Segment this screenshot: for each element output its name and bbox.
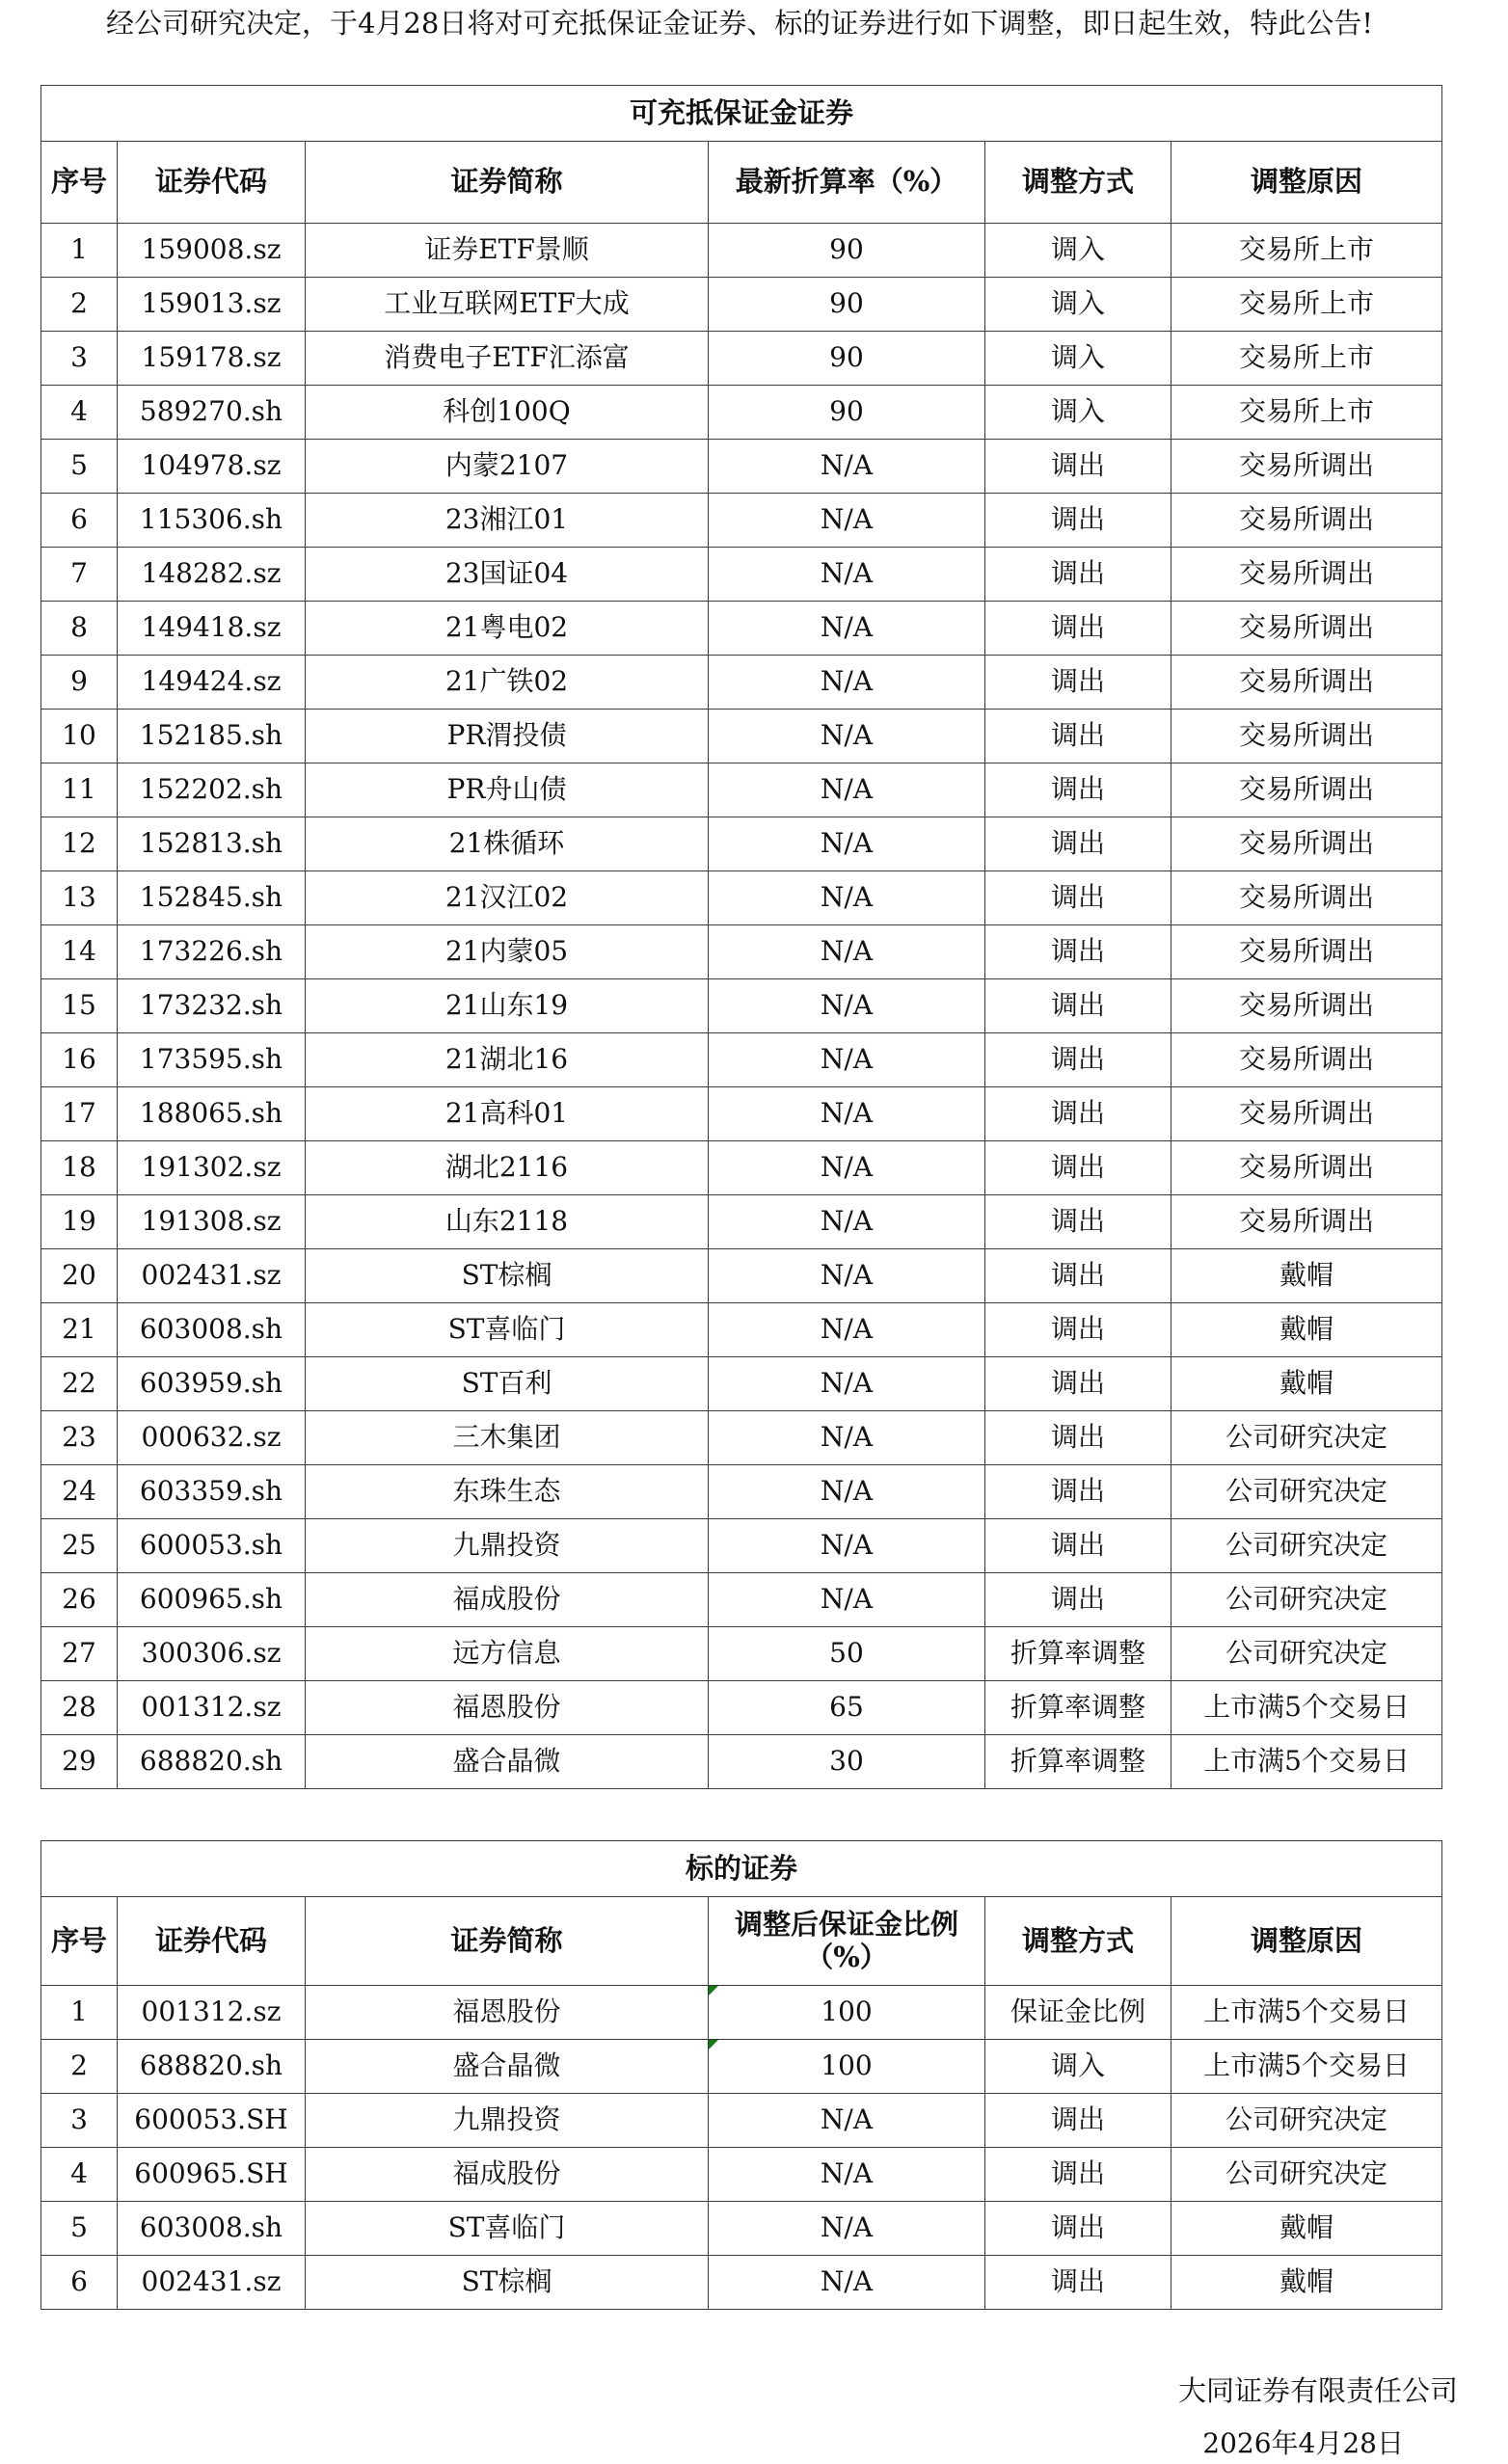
table-row xyxy=(41,1465,1442,1519)
cell-code: 600053.SH xyxy=(118,2094,306,2148)
cell-method: 折算率调整 xyxy=(985,1681,1171,1735)
cell-reason: 上市满5个交易日 xyxy=(1171,2040,1442,2094)
cell-name: 21广铁02 xyxy=(306,656,709,710)
cell-name: 山东2118 xyxy=(306,1195,709,1249)
cell-index: 19 xyxy=(41,1195,118,1249)
cell-value: N/A xyxy=(709,763,985,817)
cell-reason: 交易所调出 xyxy=(1171,1195,1442,1249)
cell-code: 002431.sz xyxy=(118,1249,306,1303)
cell-value: 30 xyxy=(709,1735,985,1789)
table-row xyxy=(41,548,1442,602)
cell-reason: 交易所上市 xyxy=(1171,224,1442,278)
cell-code: 603959.sh xyxy=(118,1357,306,1411)
cell-value: 100 xyxy=(709,1986,985,2040)
cell-value: N/A xyxy=(709,1519,985,1573)
cell-reason: 公司研究决定 xyxy=(1171,1411,1442,1465)
table-row xyxy=(41,2148,1442,2202)
cell-index: 6 xyxy=(41,494,118,548)
table-row xyxy=(41,710,1442,763)
cell-code: 149424.sz xyxy=(118,656,306,710)
cell-reason: 公司研究决定 xyxy=(1171,1519,1442,1573)
cell-value: N/A xyxy=(709,2256,985,2310)
cell-method: 调出 xyxy=(985,1249,1171,1303)
cell-method: 调出 xyxy=(985,1033,1171,1087)
cell-method: 调出 xyxy=(985,2202,1171,2256)
cell-reason: 交易所调出 xyxy=(1171,548,1442,602)
cell-value: N/A xyxy=(709,979,985,1033)
cell-method: 调出 xyxy=(985,1465,1171,1519)
cell-value: N/A xyxy=(709,1249,985,1303)
table-row xyxy=(41,1573,1442,1627)
cell-value: N/A xyxy=(709,2202,985,2256)
header-method: 调整方式 xyxy=(985,142,1171,224)
cell-method: 调出 xyxy=(985,1303,1171,1357)
cell-name: ST喜临门 xyxy=(306,2202,709,2256)
table-row xyxy=(41,1249,1442,1303)
header-index: 序号 xyxy=(41,1897,118,1986)
cell-method: 调出 xyxy=(985,1141,1171,1195)
cell-name: 23湘江01 xyxy=(306,494,709,548)
cell-index: 15 xyxy=(41,979,118,1033)
cell-reason: 公司研究决定 xyxy=(1171,1465,1442,1519)
cell-name: 科创100Q xyxy=(306,386,709,440)
cell-reason: 交易所调出 xyxy=(1171,979,1442,1033)
cell-reason: 戴帽 xyxy=(1171,2256,1442,2310)
cell-method: 调出 xyxy=(985,494,1171,548)
cell-value: N/A xyxy=(709,1141,985,1195)
cell-index: 26 xyxy=(41,1573,118,1627)
cell-name: 盛合晶微 xyxy=(306,1735,709,1789)
cell-reason: 上市满5个交易日 xyxy=(1171,1986,1442,2040)
cell-name: 福恩股份 xyxy=(306,1986,709,2040)
cell-reason: 交易所调出 xyxy=(1171,440,1442,494)
cell-index: 4 xyxy=(41,386,118,440)
cell-name: 福成股份 xyxy=(306,1573,709,1627)
table-header-row xyxy=(41,142,1442,224)
cell-name: 九鼎投资 xyxy=(306,2094,709,2148)
cell-method: 调出 xyxy=(985,1411,1171,1465)
cell-name: 21粤电02 xyxy=(306,602,709,656)
announcement-intro: 经公司研究决定，于4月28日将对可充抵保证金证券、标的证券进行如下调整，即日起生效，特此公告! xyxy=(105,7,1373,40)
cell-index: 2 xyxy=(41,2040,118,2094)
header-margin-ratio: 调整后保证金比例（%） xyxy=(709,1897,985,1986)
cell-name: 湖北2116 xyxy=(306,1141,709,1195)
underlying-securities-table xyxy=(40,1840,1442,2310)
cell-method: 调出 xyxy=(985,1573,1171,1627)
cell-index: 11 xyxy=(41,763,118,817)
cell-name: 21高科01 xyxy=(306,1087,709,1141)
cell-value: 90 xyxy=(709,386,985,440)
table-row xyxy=(41,925,1442,979)
cell-method: 调出 xyxy=(985,1087,1171,1141)
table-row xyxy=(41,1141,1442,1195)
cell-name: 23国证04 xyxy=(306,548,709,602)
cell-method: 调出 xyxy=(985,871,1171,925)
cell-reason: 交易所上市 xyxy=(1171,386,1442,440)
header-name: 证券简称 xyxy=(306,142,709,224)
cell-index: 9 xyxy=(41,656,118,710)
header-rate: 最新折算率（%） xyxy=(709,142,985,224)
table-row xyxy=(41,763,1442,817)
cell-code: 148282.sz xyxy=(118,548,306,602)
cell-code: 115306.sh xyxy=(118,494,306,548)
table-row xyxy=(41,2094,1442,2148)
table-title: 标的证券 xyxy=(41,1841,1442,1897)
header-method: 调整方式 xyxy=(985,1897,1171,1986)
table-row xyxy=(41,386,1442,440)
cell-method: 调出 xyxy=(985,763,1171,817)
cell-index: 21 xyxy=(41,1303,118,1357)
cell-reason: 交易所上市 xyxy=(1171,278,1442,332)
cell-value: N/A xyxy=(709,2094,985,2148)
cell-code: 603008.sh xyxy=(118,2202,306,2256)
cell-value: 65 xyxy=(709,1681,985,1735)
cell-method: 调出 xyxy=(985,2256,1171,2310)
cell-value: N/A xyxy=(709,602,985,656)
cell-value: N/A xyxy=(709,548,985,602)
cell-value: N/A xyxy=(709,1303,985,1357)
table-row xyxy=(41,494,1442,548)
cell-index: 27 xyxy=(41,1627,118,1681)
table-row xyxy=(41,1519,1442,1573)
cell-reason: 上市满5个交易日 xyxy=(1171,1735,1442,1789)
company-name: 大同证券有限责任公司 xyxy=(1177,2374,1458,2407)
collateral-securities-table xyxy=(40,85,1442,1789)
cell-code: 001312.sz xyxy=(118,1986,306,2040)
cell-index: 17 xyxy=(41,1087,118,1141)
cell-index: 10 xyxy=(41,710,118,763)
cell-method: 调入 xyxy=(985,332,1171,386)
cell-name: ST棕榈 xyxy=(306,1249,709,1303)
cell-value: N/A xyxy=(709,817,985,871)
cell-index: 3 xyxy=(41,2094,118,2148)
cell-reason: 交易所调出 xyxy=(1171,710,1442,763)
cell-value: N/A xyxy=(709,440,985,494)
cell-method: 调出 xyxy=(985,1519,1171,1573)
cell-name: ST百利 xyxy=(306,1357,709,1411)
cell-reason: 公司研究决定 xyxy=(1171,2094,1442,2148)
table-row xyxy=(41,2202,1442,2256)
table-row xyxy=(41,440,1442,494)
cell-name: 福成股份 xyxy=(306,2148,709,2202)
cell-code: 688820.sh xyxy=(118,2040,306,2094)
cell-index: 8 xyxy=(41,602,118,656)
cell-method: 调入 xyxy=(985,224,1171,278)
cell-code: 159008.sz xyxy=(118,224,306,278)
table-row xyxy=(41,1357,1442,1411)
table-row xyxy=(41,1303,1442,1357)
cell-value: N/A xyxy=(709,1033,985,1087)
cell-reason: 戴帽 xyxy=(1171,1303,1442,1357)
cell-index: 13 xyxy=(41,871,118,925)
cell-code: 173595.sh xyxy=(118,1033,306,1087)
cell-index: 2 xyxy=(41,278,118,332)
cell-name: 消费电子ETF汇添富 xyxy=(306,332,709,386)
cell-code: 688820.sh xyxy=(118,1735,306,1789)
cell-value: N/A xyxy=(709,710,985,763)
cell-name: 远方信息 xyxy=(306,1627,709,1681)
cell-reason: 戴帽 xyxy=(1171,1249,1442,1303)
cell-method: 调出 xyxy=(985,925,1171,979)
cell-code: 002431.sz xyxy=(118,2256,306,2310)
table-row xyxy=(41,1033,1442,1087)
cell-method: 调出 xyxy=(985,979,1171,1033)
cell-code: 152202.sh xyxy=(118,763,306,817)
cell-value: N/A xyxy=(709,494,985,548)
cell-code: 001312.sz xyxy=(118,1681,306,1735)
table-row xyxy=(41,1681,1442,1735)
cell-index: 14 xyxy=(41,925,118,979)
cell-index: 7 xyxy=(41,548,118,602)
cell-value: N/A xyxy=(709,925,985,979)
cell-reason: 交易所调出 xyxy=(1171,1141,1442,1195)
announcement-date: 2026年4月28日 xyxy=(1202,2427,1404,2459)
cell-value: N/A xyxy=(709,1357,985,1411)
cell-reason: 交易所调出 xyxy=(1171,871,1442,925)
cell-reason: 公司研究决定 xyxy=(1171,2148,1442,2202)
cell-method: 调出 xyxy=(985,602,1171,656)
table-row xyxy=(41,817,1442,871)
cell-index: 12 xyxy=(41,817,118,871)
cell-name: 东珠生态 xyxy=(306,1465,709,1519)
cell-reason: 公司研究决定 xyxy=(1171,1573,1442,1627)
cell-index: 5 xyxy=(41,440,118,494)
cell-method: 调出 xyxy=(985,1357,1171,1411)
cell-index: 20 xyxy=(41,1249,118,1303)
cell-value: N/A xyxy=(709,1087,985,1141)
cell-value: N/A xyxy=(709,1573,985,1627)
cell-method: 调出 xyxy=(985,440,1171,494)
cell-method: 调入 xyxy=(985,278,1171,332)
cell-method: 调出 xyxy=(985,2148,1171,2202)
cell-value: 50 xyxy=(709,1627,985,1681)
cell-code: 188065.sh xyxy=(118,1087,306,1141)
cell-name: 21株循环 xyxy=(306,817,709,871)
cell-index: 25 xyxy=(41,1519,118,1573)
header-name: 证券简称 xyxy=(306,1897,709,1986)
cell-index: 28 xyxy=(41,1681,118,1735)
cell-method: 折算率调整 xyxy=(985,1735,1171,1789)
cell-method: 调出 xyxy=(985,1195,1171,1249)
cell-code: 173226.sh xyxy=(118,925,306,979)
cell-method: 调出 xyxy=(985,548,1171,602)
cell-code: 152813.sh xyxy=(118,817,306,871)
cell-index: 22 xyxy=(41,1357,118,1411)
table-row xyxy=(41,602,1442,656)
cell-code: 104978.sz xyxy=(118,440,306,494)
cell-method: 调出 xyxy=(985,710,1171,763)
table-row xyxy=(41,332,1442,386)
header-code: 证券代码 xyxy=(118,142,306,224)
cell-reason: 交易所调出 xyxy=(1171,1087,1442,1141)
cell-reason: 交易所上市 xyxy=(1171,332,1442,386)
cell-value: 100 xyxy=(709,2040,985,2094)
cell-value: 90 xyxy=(709,278,985,332)
header-reason: 调整原因 xyxy=(1171,1897,1442,1986)
cell-reason: 交易所调出 xyxy=(1171,494,1442,548)
cell-method: 折算率调整 xyxy=(985,1627,1171,1681)
cell-code: 603359.sh xyxy=(118,1465,306,1519)
cell-value: N/A xyxy=(709,1411,985,1465)
cell-code: 600965.SH xyxy=(118,2148,306,2202)
cell-index: 6 xyxy=(41,2256,118,2310)
cell-reason: 交易所调出 xyxy=(1171,763,1442,817)
cell-method: 调入 xyxy=(985,386,1171,440)
cell-name: PR舟山债 xyxy=(306,763,709,817)
table-row xyxy=(41,1195,1442,1249)
cell-code: 600053.sh xyxy=(118,1519,306,1573)
table-row xyxy=(41,979,1442,1033)
table-header-row xyxy=(41,1897,1442,1986)
cell-code: 603008.sh xyxy=(118,1303,306,1357)
cell-name: 内蒙2107 xyxy=(306,440,709,494)
cell-index: 4 xyxy=(41,2148,118,2202)
table-row xyxy=(41,278,1442,332)
table-row xyxy=(41,1627,1442,1681)
cell-name: ST棕榈 xyxy=(306,2256,709,2310)
cell-method: 调入 xyxy=(985,2040,1171,2094)
table-row xyxy=(41,1735,1442,1789)
table-row xyxy=(41,656,1442,710)
cell-value: 90 xyxy=(709,224,985,278)
header-index: 序号 xyxy=(41,142,118,224)
cell-reason: 交易所调出 xyxy=(1171,602,1442,656)
cell-value: N/A xyxy=(709,2148,985,2202)
cell-reason: 交易所调出 xyxy=(1171,925,1442,979)
table-row xyxy=(41,1986,1442,2040)
cell-name: 21山东19 xyxy=(306,979,709,1033)
cell-name: 九鼎投资 xyxy=(306,1519,709,1573)
cell-code: 152185.sh xyxy=(118,710,306,763)
cell-index: 18 xyxy=(41,1141,118,1195)
cell-code: 589270.sh xyxy=(118,386,306,440)
cell-index: 29 xyxy=(41,1735,118,1789)
cell-method: 调出 xyxy=(985,817,1171,871)
cell-code: 600965.sh xyxy=(118,1573,306,1627)
table-row xyxy=(41,871,1442,925)
cell-value: N/A xyxy=(709,1465,985,1519)
cell-reason: 戴帽 xyxy=(1171,1357,1442,1411)
cell-index: 23 xyxy=(41,1411,118,1465)
cell-code: 191308.sz xyxy=(118,1195,306,1249)
cell-reason: 戴帽 xyxy=(1171,2202,1442,2256)
cell-reason: 交易所调出 xyxy=(1171,817,1442,871)
cell-index: 5 xyxy=(41,2202,118,2256)
cell-name: 三木集团 xyxy=(306,1411,709,1465)
cell-name: 证券ETF景顺 xyxy=(306,224,709,278)
cell-method: 保证金比例 xyxy=(985,1986,1171,2040)
header-code: 证券代码 xyxy=(118,1897,306,1986)
cell-name: 21汉江02 xyxy=(306,871,709,925)
cell-name: 21内蒙05 xyxy=(306,925,709,979)
cell-name: ST喜临门 xyxy=(306,1303,709,1357)
header-reason: 调整原因 xyxy=(1171,142,1442,224)
cell-index: 3 xyxy=(41,332,118,386)
cell-code: 152845.sh xyxy=(118,871,306,925)
cell-name: 福恩股份 xyxy=(306,1681,709,1735)
cell-value: 90 xyxy=(709,332,985,386)
cell-name: 盛合晶微 xyxy=(306,2040,709,2094)
cell-code: 300306.sz xyxy=(118,1627,306,1681)
table-title: 可充抵保证金证券 xyxy=(41,86,1442,142)
cell-reason: 公司研究决定 xyxy=(1171,1627,1442,1681)
cell-name: 工业互联网ETF大成 xyxy=(306,278,709,332)
cell-index: 1 xyxy=(41,224,118,278)
cell-reason: 上市满5个交易日 xyxy=(1171,1681,1442,1735)
cell-name: 21湖北16 xyxy=(306,1033,709,1087)
cell-method: 调出 xyxy=(985,656,1171,710)
table-row xyxy=(41,2040,1442,2094)
cell-index: 24 xyxy=(41,1465,118,1519)
cell-value: N/A xyxy=(709,871,985,925)
table-row xyxy=(41,1411,1442,1465)
table-row xyxy=(41,2256,1442,2310)
cell-method: 调出 xyxy=(985,2094,1171,2148)
cell-code: 173232.sh xyxy=(118,979,306,1033)
table-row xyxy=(41,1087,1442,1141)
cell-reason: 交易所调出 xyxy=(1171,1033,1442,1087)
table-row xyxy=(41,224,1442,278)
cell-code: 159178.sz xyxy=(118,332,306,386)
cell-code: 149418.sz xyxy=(118,602,306,656)
cell-code: 191302.sz xyxy=(118,1141,306,1195)
cell-index: 16 xyxy=(41,1033,118,1087)
cell-code: 000632.sz xyxy=(118,1411,306,1465)
cell-value: N/A xyxy=(709,1195,985,1249)
cell-name: PR渭投债 xyxy=(306,710,709,763)
cell-code: 159013.sz xyxy=(118,278,306,332)
cell-value: N/A xyxy=(709,656,985,710)
cell-index: 1 xyxy=(41,1986,118,2040)
cell-reason: 交易所调出 xyxy=(1171,656,1442,710)
